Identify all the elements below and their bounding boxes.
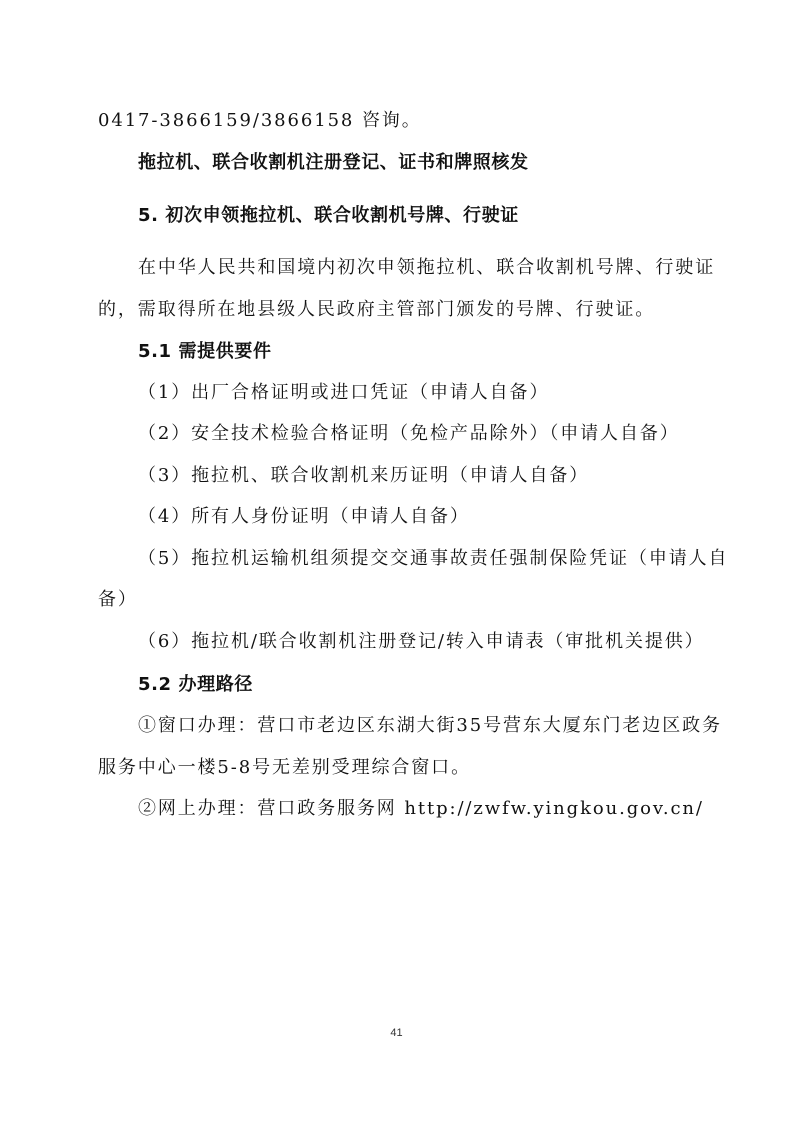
item-heading: 5. 初次申领拖拉机、联合收割机号牌、行驶证 <box>138 205 519 226</box>
contact-line: 0417-3866159/3866158 咨询。 <box>98 110 422 131</box>
material-item-3: （3）拖拉机、联合收割机来历证明（申请人自备） <box>138 465 590 486</box>
page-number: 41 <box>390 1027 403 1039</box>
window-handling-line-1: ①窗口办理：营口市老边区东湖大街35号营东大厦东门老边区政务 <box>138 715 722 736</box>
online-handling-line: ②网上办理：营口政务服务网 http://zwfw.yingkou.gov.cn/ <box>138 798 704 819</box>
material-item-5: （5）拖拉机运输机组须提交交通事故责任强制保险凭证（申请人自 <box>138 548 729 569</box>
material-item-2: （2）安全技术检验合格证明（免检产品除外）（申请人自备） <box>138 423 680 444</box>
material-item-1: （1）出厂合格证明或进口凭证（申请人自备） <box>138 382 550 403</box>
window-handling-line-2: 服务中心一楼5-8号无差别受理综合窗口。 <box>98 757 471 778</box>
materials-heading: 5.1 需提供要件 <box>138 341 272 362</box>
description-line-2: 的，需取得所在地县级人民政府主管部门颁发的号牌、行驶证。 <box>98 299 656 320</box>
description-line-1: 在中华人民共和国境内初次申领拖拉机、联合收割机号牌、行驶证 <box>138 257 716 278</box>
material-item-6: （6）拖拉机/联合收割机注册登记/转入申请表（审批机关提供） <box>138 631 705 652</box>
route-heading: 5.2 办理路径 <box>138 674 253 695</box>
material-item-4: （4）所有人身份证明（申请人自备） <box>138 506 470 527</box>
section-heading: 拖拉机、联合收割机注册登记、证书和牌照核发 <box>138 152 529 173</box>
material-item-5-continued: 备） <box>98 589 138 610</box>
